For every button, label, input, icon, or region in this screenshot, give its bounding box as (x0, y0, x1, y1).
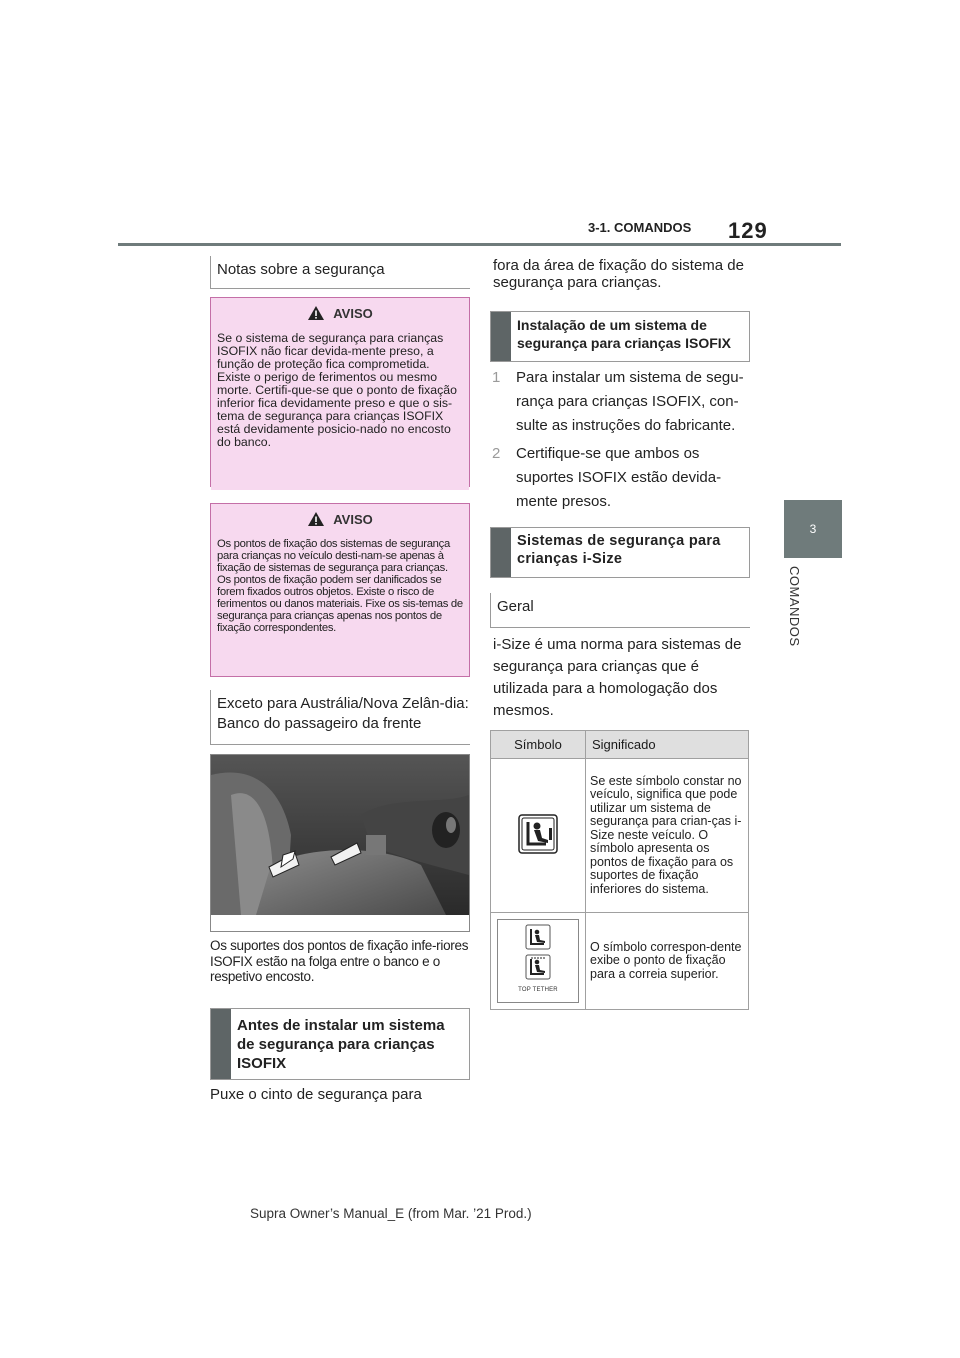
warning-box-1 (210, 297, 470, 487)
warning-text-1: Se o sistema de segurança para crianças ISOFIX não ficar devida-mente preso, a função de proteção fica comprometida. Existe o perigo de ferimentos ou mesmo morte. Certifi-que-se que o ponto de fixação inferior fica devidamente preso e que o sis-tema de segurança para crianças ISOFIX está devidamente posicio-nado no encosto do banco. (211, 328, 469, 490)
heading-bar (491, 312, 511, 361)
warning-title-text-2: AVISO (333, 511, 373, 527)
isize-child-seat-icon (518, 814, 558, 854)
steps-list (492, 366, 752, 514)
step-text: Para instalar um sistema de segu-rança para crianças ISOFIX, con-sulte as instruções do fabricante. (516, 369, 744, 434)
symbol-cell-isize (491, 759, 586, 913)
heading-bar (491, 528, 511, 577)
meaning-cell-isize: Se este símbolo constar no veículo, significa que pode utilizar um sistema de segurança para crian-ças i-Size neste veículo. O símbolo apresenta os pontos de fixação para os suportes de fixação inferiores do sistema. (586, 759, 749, 913)
meaning-cell-tether: O símbolo correspon-dente exibe o ponto de fixação para a correia superior. (586, 913, 749, 1010)
step-number: 1 (492, 369, 501, 386)
warning-title-text-1: AVISO (333, 305, 373, 321)
tether-label: TOP TETHER (518, 987, 558, 994)
table-header-meaning: Significado (586, 731, 749, 759)
chapter-label-text: COMANDOS (787, 566, 802, 647)
page-number: 129 (728, 218, 768, 243)
table-row (491, 759, 749, 913)
photo-caption: Os suportes dos pontos de fixação infe-riores ISOFIX estão na folga entre o banco e o respetivo encosto. (210, 938, 469, 984)
isofix-seat-illustration (211, 755, 469, 931)
warning-triangle-icon (307, 511, 325, 527)
warning-triangle-icon (307, 305, 325, 321)
symbol-table (490, 730, 749, 1010)
heading-isize (490, 527, 750, 578)
heading-install-isofix (490, 311, 750, 362)
step-1 (492, 366, 752, 438)
child-seat-icon (525, 924, 551, 950)
heading-install-text: Instalação de um sistema de segurança para crianças ISOFIX (517, 317, 731, 351)
step-number: 2 (492, 445, 501, 462)
header-rule (118, 243, 841, 246)
text-pull-belt: Puxe o cinto de segurança para (210, 1086, 422, 1103)
isize-description: i-Size é uma norma para sistemas de segurança para crianças que é utilizada para a homologação dos mesmos. (493, 636, 742, 719)
step-2 (492, 442, 752, 514)
section-heading: 3-1. COMANDOS (588, 220, 692, 235)
table-header-symbol: Símbolo (491, 731, 586, 759)
symbol-cell-tether (491, 913, 586, 1010)
tether-symbol-frame (497, 919, 579, 1003)
step-text: Certifique-se que ambos os suportes ISOFIX estão devida-mente presos. (516, 445, 722, 510)
heading-before-installing (210, 1008, 470, 1080)
heading-isize-text: Sistemas de segurança para crianças i-Size (517, 533, 721, 567)
table-header-row (491, 731, 749, 759)
subhead-geral: Geral (490, 593, 750, 628)
chapter-side-label (780, 566, 810, 676)
heading-bar (211, 1009, 231, 1079)
heading-before-text: Antes de instalar um sistema de segurança para crianças ISOFIX (237, 1017, 445, 1072)
top-tether-icon (525, 954, 551, 980)
seat-photo (210, 754, 470, 932)
subhead-safety-notes: Notas sobre a segurança (210, 256, 470, 289)
chapter-tab (784, 500, 842, 558)
footer-text: Supra Owner’s Manual_E (from Mar. ’21 Prod.) (250, 1206, 532, 1221)
chapter-number: 3 (809, 522, 817, 536)
text-belt-continued: fora da área de fixação do sistema de segurança para crianças. (493, 257, 744, 291)
subhead-passenger-seat: Exceto para Austrália/Nova Zelân-dia: Banco do passageiro da frente (210, 690, 470, 745)
warning-text-2: Os pontos de fixação dos sistemas de segurança para crianças no veículo desti-nam-se apenas à fixação de sistemas de segurança para crianças. Os pontos de fixação podem ser danificados se forem fixados outros objetos. Existe o risco de ferimentos ou danos materiais. Fixe os sis-temas de segurança para crianças apenas nos pontos de fixação correspondentes. (211, 534, 469, 676)
warning-title-1 (211, 298, 469, 328)
warning-title-2 (211, 504, 469, 534)
warning-box-2 (210, 503, 470, 677)
table-row (491, 913, 749, 1010)
